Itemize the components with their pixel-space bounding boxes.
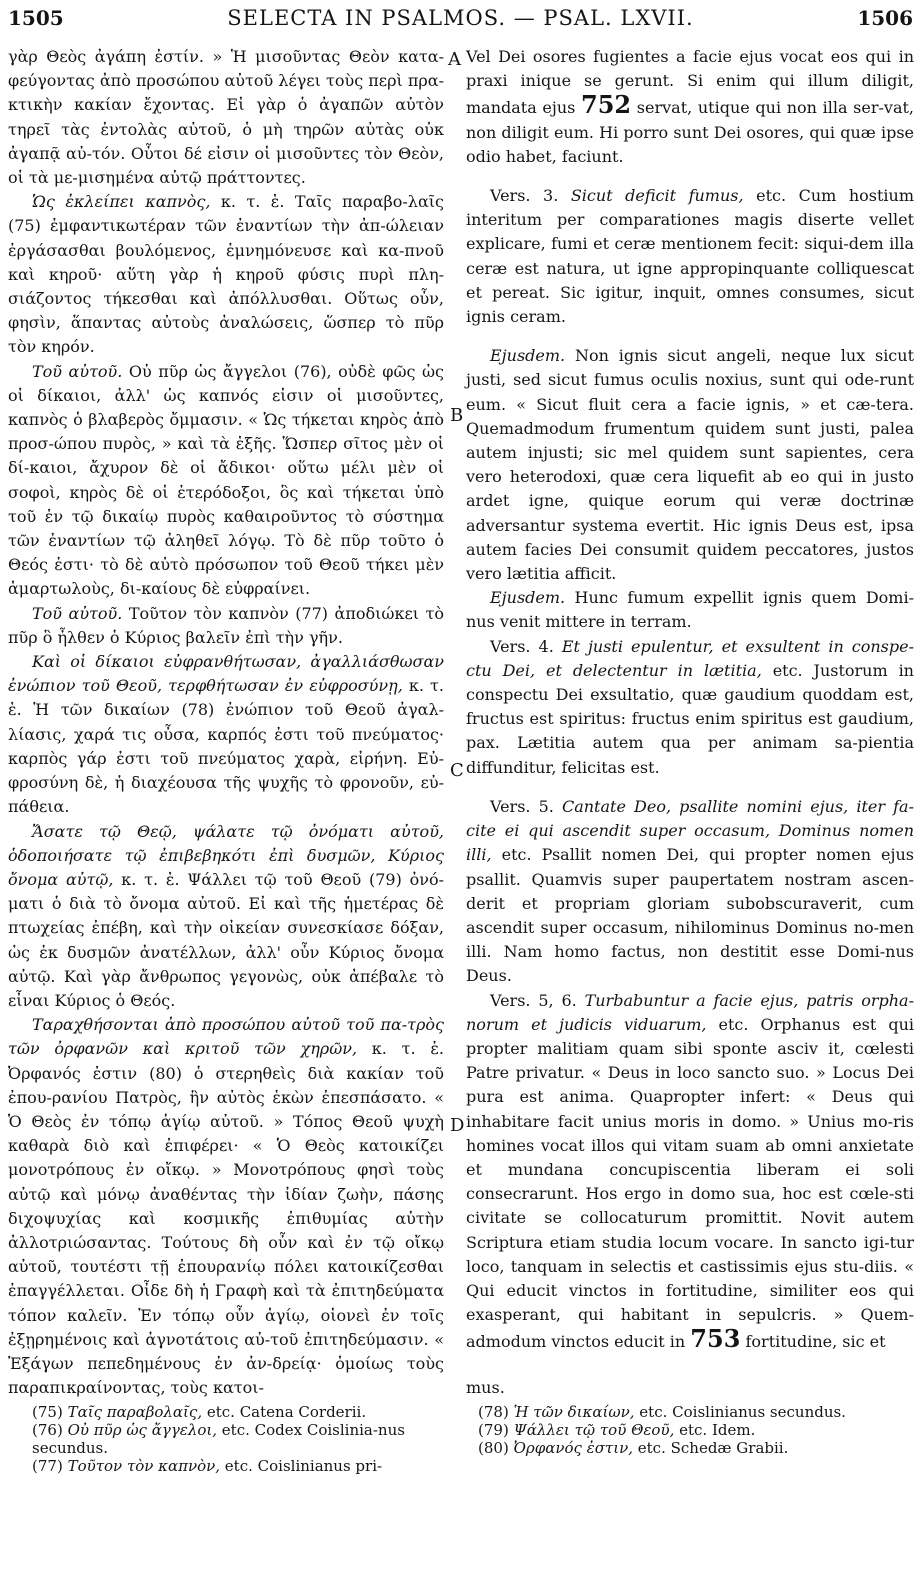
latin-text: Hunc fumum expellit ignis quem Domi-nus venit mittere in terram. xyxy=(466,588,914,632)
page-number-right: 1506 xyxy=(857,6,913,30)
latin-lemma: Ejusdem. xyxy=(490,588,566,608)
footnote-text: etc. Idem. xyxy=(674,1421,756,1439)
column-marker-a: A xyxy=(448,49,461,70)
footnote-lemma: Ταῖς παραβολαῖς, xyxy=(67,1403,203,1421)
greek-text: κ. τ. ἑ. Ταῖς παραβο-λαῖς (75) ἐμφαντικωτέραν τῶν ἐναντίων τὴν ἀπ-ώλειαν ἐργάσασθαι βουλόμενος, ἐμνημόνευσε καὶ κα-πνοῦ καὶ κηροῦ· αὕτη γὰρ ἡ κηροῦ φύσις πυρὶ πλη-σιάζοντος τήκεσθαι καὶ ἀπόλλυσθαι. Οὕτως οὖν, φησὶν, ἅπαντας αὐτοὺς ἀναλώσεις, ὥσπερ τὸ πῦρ τὸν κηρόν. xyxy=(8,192,444,357)
greek-paragraph xyxy=(8,1013,444,1400)
footnote-number: (75) xyxy=(32,1403,63,1421)
footnote-lemma: Οὐ πῦρ ὡς ἄγγελοι, xyxy=(67,1421,218,1439)
column-marker-b: B xyxy=(450,405,464,426)
footnote-lemma: Ψάλλει τῷ τοῦ Θεοῦ, xyxy=(513,1421,675,1439)
footnotes-right xyxy=(478,1403,898,1457)
latin-paragraph xyxy=(466,344,914,586)
footnote-number: (77) xyxy=(32,1457,63,1475)
latin-lemma: Ejusdem. xyxy=(490,346,566,366)
latin-lemma: Cantate Deo, psallite nomini ejus, iter fa-cite ei qui ascendit super occasum, Dominus nomen illi, xyxy=(466,796,914,865)
footnote xyxy=(478,1439,898,1457)
latin-paragraph xyxy=(466,795,914,989)
footnote-number: (76) xyxy=(32,1421,63,1439)
footnote-text: etc. Codex Coislinia-nus secundus. xyxy=(32,1421,405,1457)
greek-column xyxy=(8,45,444,1400)
footnote xyxy=(32,1421,452,1457)
greek-text: κ. τ. ἑ. Ἡ τῶν δικαίων (78) ἐνώπιον τοῦ Θεοῦ ἀγαλ-λίασις, χαρά τις οὖσα, καρπός ἐστι τοῦ πνεύματος· καρπὸς γάρ ἐστι τοῦ πνεύματος χαρὰ, εἰρήνη. Εὐ-φροσύνη δὲ, ἡ διαχέουσα τῆς ψυχῆς τὸ φρονοῦν, εὐ-πάθεια. xyxy=(8,676,444,817)
greek-paragraph xyxy=(8,820,444,1014)
greek-lemma: Ἄσατε τῷ Θεῷ, ψάλατε τῷ ὀνόματι αὐτοῦ, ὁδοποιήσατε τῷ ἐπιβεβηκότι ἐπὶ δυσμῶν, Κύριος ὄνομα αὐτῷ, xyxy=(8,821,444,889)
verse-number: Vers. 3. xyxy=(490,186,559,206)
footnote-text: etc. Catena Corderii. xyxy=(202,1403,367,1421)
latin-text: Non ignis sicut angeli, neque lux sicut justi, sed sicut fumus oculis noxius, sunt qui ode-runt eum. « Sicut fluit cera a facie ignis, » et cæ-tera. Quemadmodum frumentum quidem sunt justi, palea autem injusti; sic mel quidem sunt sapientes, cera vero heterodoxi, quæ cera liquefit ab eo qui in justo ardet igne, quique eorum qui veræ doctrinæ adversantur systema evertit. Hic ignis Deus est, ipsa autem facies Dei consumit quidem peccatores, justos vero lætitia afficit. xyxy=(466,346,914,584)
verse-number: Vers. 5. xyxy=(490,796,554,816)
latin-continuation: mus. xyxy=(466,1378,505,1397)
latin-text: etc. Psallit nomen Dei, qui propter nomen ejus psallit. Quamvis super paupertatem nostram ascen-derit et propriam gloriam subobscuraverit, cum ascendit super occasum, nihilominus Dominus no-men illi. Nam homo factus, non destitit esse Domi-nus Deus. xyxy=(466,845,914,986)
footnote-number: (78) xyxy=(478,1403,509,1421)
latin-paragraph xyxy=(466,635,914,780)
latin-text: etc. Orphanus est qui propter malitiam quam sibi sponte asciv it, cœlesti Patre privatur. « Deus in loco sancto suo. » Locus Dei pura est anima. Quapropter infert: « Deus qui inhabitare facit unius moris in domo. » Unius mo-ris homines vocat illos qui vitam suam ab omni anxietate et mundana concupiscentia liberam ei soli consecrarunt. Hos ergo in domo sua, hoc est cœle-sti civitate se collocaturum promittit. Novit autem Scriptura etiam studia locum vocare. In sancto igi-tur loco, tanquam in selectis et castissimis ejus stu-diis. « Qui educit vinctos in fortitudine, similiter eos qui exasperant, qui habitant in sepulcris. » Quem-admodum vinctos educit in xyxy=(466,1014,914,1352)
footnote xyxy=(478,1421,898,1439)
latin-paragraph xyxy=(466,586,914,634)
greek-paragraph xyxy=(8,190,444,359)
greek-text: γὰρ Θεὸς ἀγάπη ἐστίν. » Ἡ μισοῦντας Θεὸν κατα-φεύγοντας ἀπὸ προσώπου αὐτοῦ λέγει τοὺς περὶ πρα-κτικὴν κακίαν ἔχοντας. Εἰ γὰρ ὁ ἀγαπῶν αὐτὸν τηρεῖ τὰς ἐντολὰς αὐτοῦ, ὁ μὴ τηρῶν αὐτὰς οὐκ ἀγαπᾷ αὐ-τόν. Οὗτοι δέ εἰσιν οἱ μισοῦντες τὸν Θεὸν, οἱ τὰ με-μισημένα αὐτῷ πράττοντες. xyxy=(8,47,444,188)
greek-lemma: Καὶ οἱ δίκαιοι εὐφρανθήτωσαν, ἀγαλλιάσθωσαν ἐνώπιον τοῦ Θεοῦ, τερφθήτωσαν ἐν εὐφροσύνῃ, xyxy=(8,652,444,696)
page-header xyxy=(8,4,913,34)
greek-lemma: Ταραχθήσονται ἀπὸ προσώπου αὐτοῦ τοῦ πα-τρὸς τῶν ὀρφανῶν καὶ κριτοῦ τῶν χηρῶν, xyxy=(8,1015,444,1059)
latin-paragraph xyxy=(466,45,914,169)
latin-text: etc. Justorum in conspectu Dei exsultatio, quæ gaudium quoddam est, fructus est spiritus: fructus enim spiritus est gaudium, pax. Lætitia autem qua per animam sa-pientia diffunditur, felicitas est. xyxy=(466,660,914,777)
latin-lemma: Turbabuntur a facie ejus, patris orpha-norum et judicis viduarum, xyxy=(466,990,914,1034)
column-marker-d: D xyxy=(450,1115,465,1136)
greek-paragraph xyxy=(8,650,444,819)
latin-paragraph xyxy=(466,989,914,1355)
latin-text: Vel Dei osores fugientes a facie ejus vocat eos qui in praxi inique se gerunt. Si enim qui illum diligit, mandata ejus xyxy=(466,47,914,118)
latin-text: servat, utique qui non illa ser-vat, non diligit eum. Hi porro sunt Dei osores, qui quæ ipse odio habet, faciunt. xyxy=(466,98,914,166)
footnote-lemma: Ἡ τῶν δικαίων, xyxy=(513,1403,635,1421)
verse-number: Vers. 5, 6. xyxy=(490,990,577,1010)
running-title: SELECTA IN PSALMOS. — PSAL. LXVII. xyxy=(227,6,694,30)
footnote-number: (80) xyxy=(478,1439,509,1457)
latin-paragraph xyxy=(466,184,914,329)
column-marker-c: C xyxy=(450,760,464,781)
greek-text: κ. τ. ἑ. Ὀρφανός ἐστιν (80) ὁ στερηθεὶς διὰ κακίαν τοῦ ἐπου-ρανίου Πατρὸς, ἣν αὐτὸς ἑκὼν ἐπεσπάσατο. « Ὁ Θεὸς ἐν τόπῳ ἁγίῳ αὐτοῦ. » Τόπος Θεοῦ ψυχὴ καθαρὰ διὸ καὶ ἐπιφέρει· « Ὁ Θεὸς κατοικίζει μονοτρόπους ἐν οἴκῳ. » Μονοτρόπους φησὶ τοὺς αὐτῷ καὶ μόνῳ ἀναθέντας τὴν ἰδίαν ζωὴν, πάσης διχοψυχίας καὶ κοσμικῆς ἐπιθυμίας αὐτὴν ἀλλοτριώσαντας. Τούτους δὴ οὖν καὶ ἐν τῷ οἴκῳ αὐτοῦ, τουτέστι τῇ ἐπουρανίῳ πόλει κατοικίζεσθαι ἐπαγγέλλεται. Οἶδε δὴ ἡ Γραφὴ καὶ τὰ ἐπιτηδεύματα τόπον καλεῖν. Ἐν τόπῳ οὖν ἁγίῳ, οἱονεὶ ἐν τοῖς ἐξῃρημένοις καὶ ἁγνοτάτοις αὐ-τοῦ ἐπιτηδεύμασιν. « Ἐξάγων πεπεδημένους ἐν ἀν-δρείᾳ· ὁμοίως τοὺς παραπικραίνοντας, τοὺς κατοι- xyxy=(8,1039,444,1398)
footnote-text: etc. Coislinianus secundus. xyxy=(634,1403,846,1421)
column-number: 752 xyxy=(581,90,632,120)
verse-number: Vers. 4. xyxy=(490,636,554,656)
greek-text: κ. τ. ἑ. Ψάλλει τῷ τοῦ Θεοῦ (79) ὀνό-ματι ὁ διὰ τὸ ὄνομα αὐτοῦ. Εἰ καὶ τῆς ἡμετέρας δὲ πτωχείας ἐπέβη, καὶ τὴν οἰκείαν συνεσκίασε δόξαν, ὡς ἐκ δυσμῶν ἀνατέλλων, ἀλλ' οὖν Κύριος ὄνομα αὐτῷ. Καὶ γὰρ ἄνθρωπος γεγονὼς, οὐκ ἀπέβαλε τὸ εἶναι Κύριος ὁ Θεός. xyxy=(8,869,445,1010)
footnote xyxy=(32,1457,452,1475)
latin-lemma: Sicut deficit fumus, xyxy=(558,186,744,206)
footnote-lemma: Τοῦτον τὸν καπνὸν, xyxy=(67,1457,221,1475)
latin-text: etc. Cum hostium interitum per comparationes magis diserte vellet explicare, fumi et ceræ mentionem fecit: siqui-dem illa ceræ est natura, ut igne appropinquante colliquescat et pereat. Sic igitur, inquit, omnes consumes, sicut ignis ceram. xyxy=(466,186,915,327)
footnote-text: etc. Schedæ Grabii. xyxy=(633,1439,789,1457)
greek-lemma: Τοῦ αὐτοῦ. xyxy=(32,603,123,623)
column-number: 753 xyxy=(690,1324,741,1354)
footnote xyxy=(32,1403,452,1421)
page-number-left: 1505 xyxy=(8,6,64,30)
latin-column xyxy=(466,45,914,1355)
greek-text: Οὐ πῦρ ὡς ἄγγελοι (76), οὐδὲ φῶς ὡς οἱ δίκαιοι, ἀλλ' ὡς καπνός εἰσιν οἱ μισοῦντες, καπνὸς ὁ βλαβερὸς ὄμμασιν. « Ὡς τήκεται κηρὸς ἀπὸ προσ-ώπου πυρὸς, » καὶ τὰ ἑξῆς. Ὥσπερ σῖτος μὲν οἱ δί-καιοι, ἄχυρον δὲ οἱ ἄδικοι· οὕτω μέλι μὲν οἱ σοφοὶ, κηρὸς δὲ οἱ ἑτερόδοξοι, ὃς καὶ τήκεται ὑπὸ τοῦ ἐν τῷ δικαίῳ πυρὸς καθαιροῦντος τὸ σύστημα τῶν ἐναντίων τῷ ἀληθεῖ λόγῳ. Τὸ δὲ πῦρ τοῦτο ὁ Θεός ἐστι· τὸ δὲ αὐτὸ πρόσωπον τοῦ Θεοῦ τήκει μὲν ἁμαρτωλοὺς, δι-καίους δὲ εὐφραίνει. xyxy=(8,361,444,599)
latin-lemma: Et justi epulentur, et exsultent in conspe-ctu Dei, et delectentur in lætitia, xyxy=(466,636,915,680)
footnotes-left xyxy=(32,1403,452,1475)
greek-paragraph xyxy=(8,360,444,602)
latin-text: fortitudine, sic et xyxy=(740,1332,886,1352)
greek-text: Τοῦτον τὸν καπνὸν (77) ἀποδιώκει τὸ πῦρ ὃ ἦλθεν ὁ Κύριος βαλεῖν ἐπὶ τὴν γῆν. xyxy=(8,603,444,647)
footnote xyxy=(478,1403,898,1421)
footnote-lemma: Ὀρφανός ἐστιν, xyxy=(513,1439,633,1457)
greek-lemma: Ὡς ἐκλείπει καπνὸς, xyxy=(32,192,211,212)
footnote-text: etc. Coislinianus pri- xyxy=(220,1457,383,1475)
greek-paragraph xyxy=(8,45,444,190)
greek-paragraph xyxy=(8,602,444,650)
greek-lemma: Τοῦ αὐτοῦ. xyxy=(32,361,123,381)
footnote-number: (79) xyxy=(478,1421,509,1439)
